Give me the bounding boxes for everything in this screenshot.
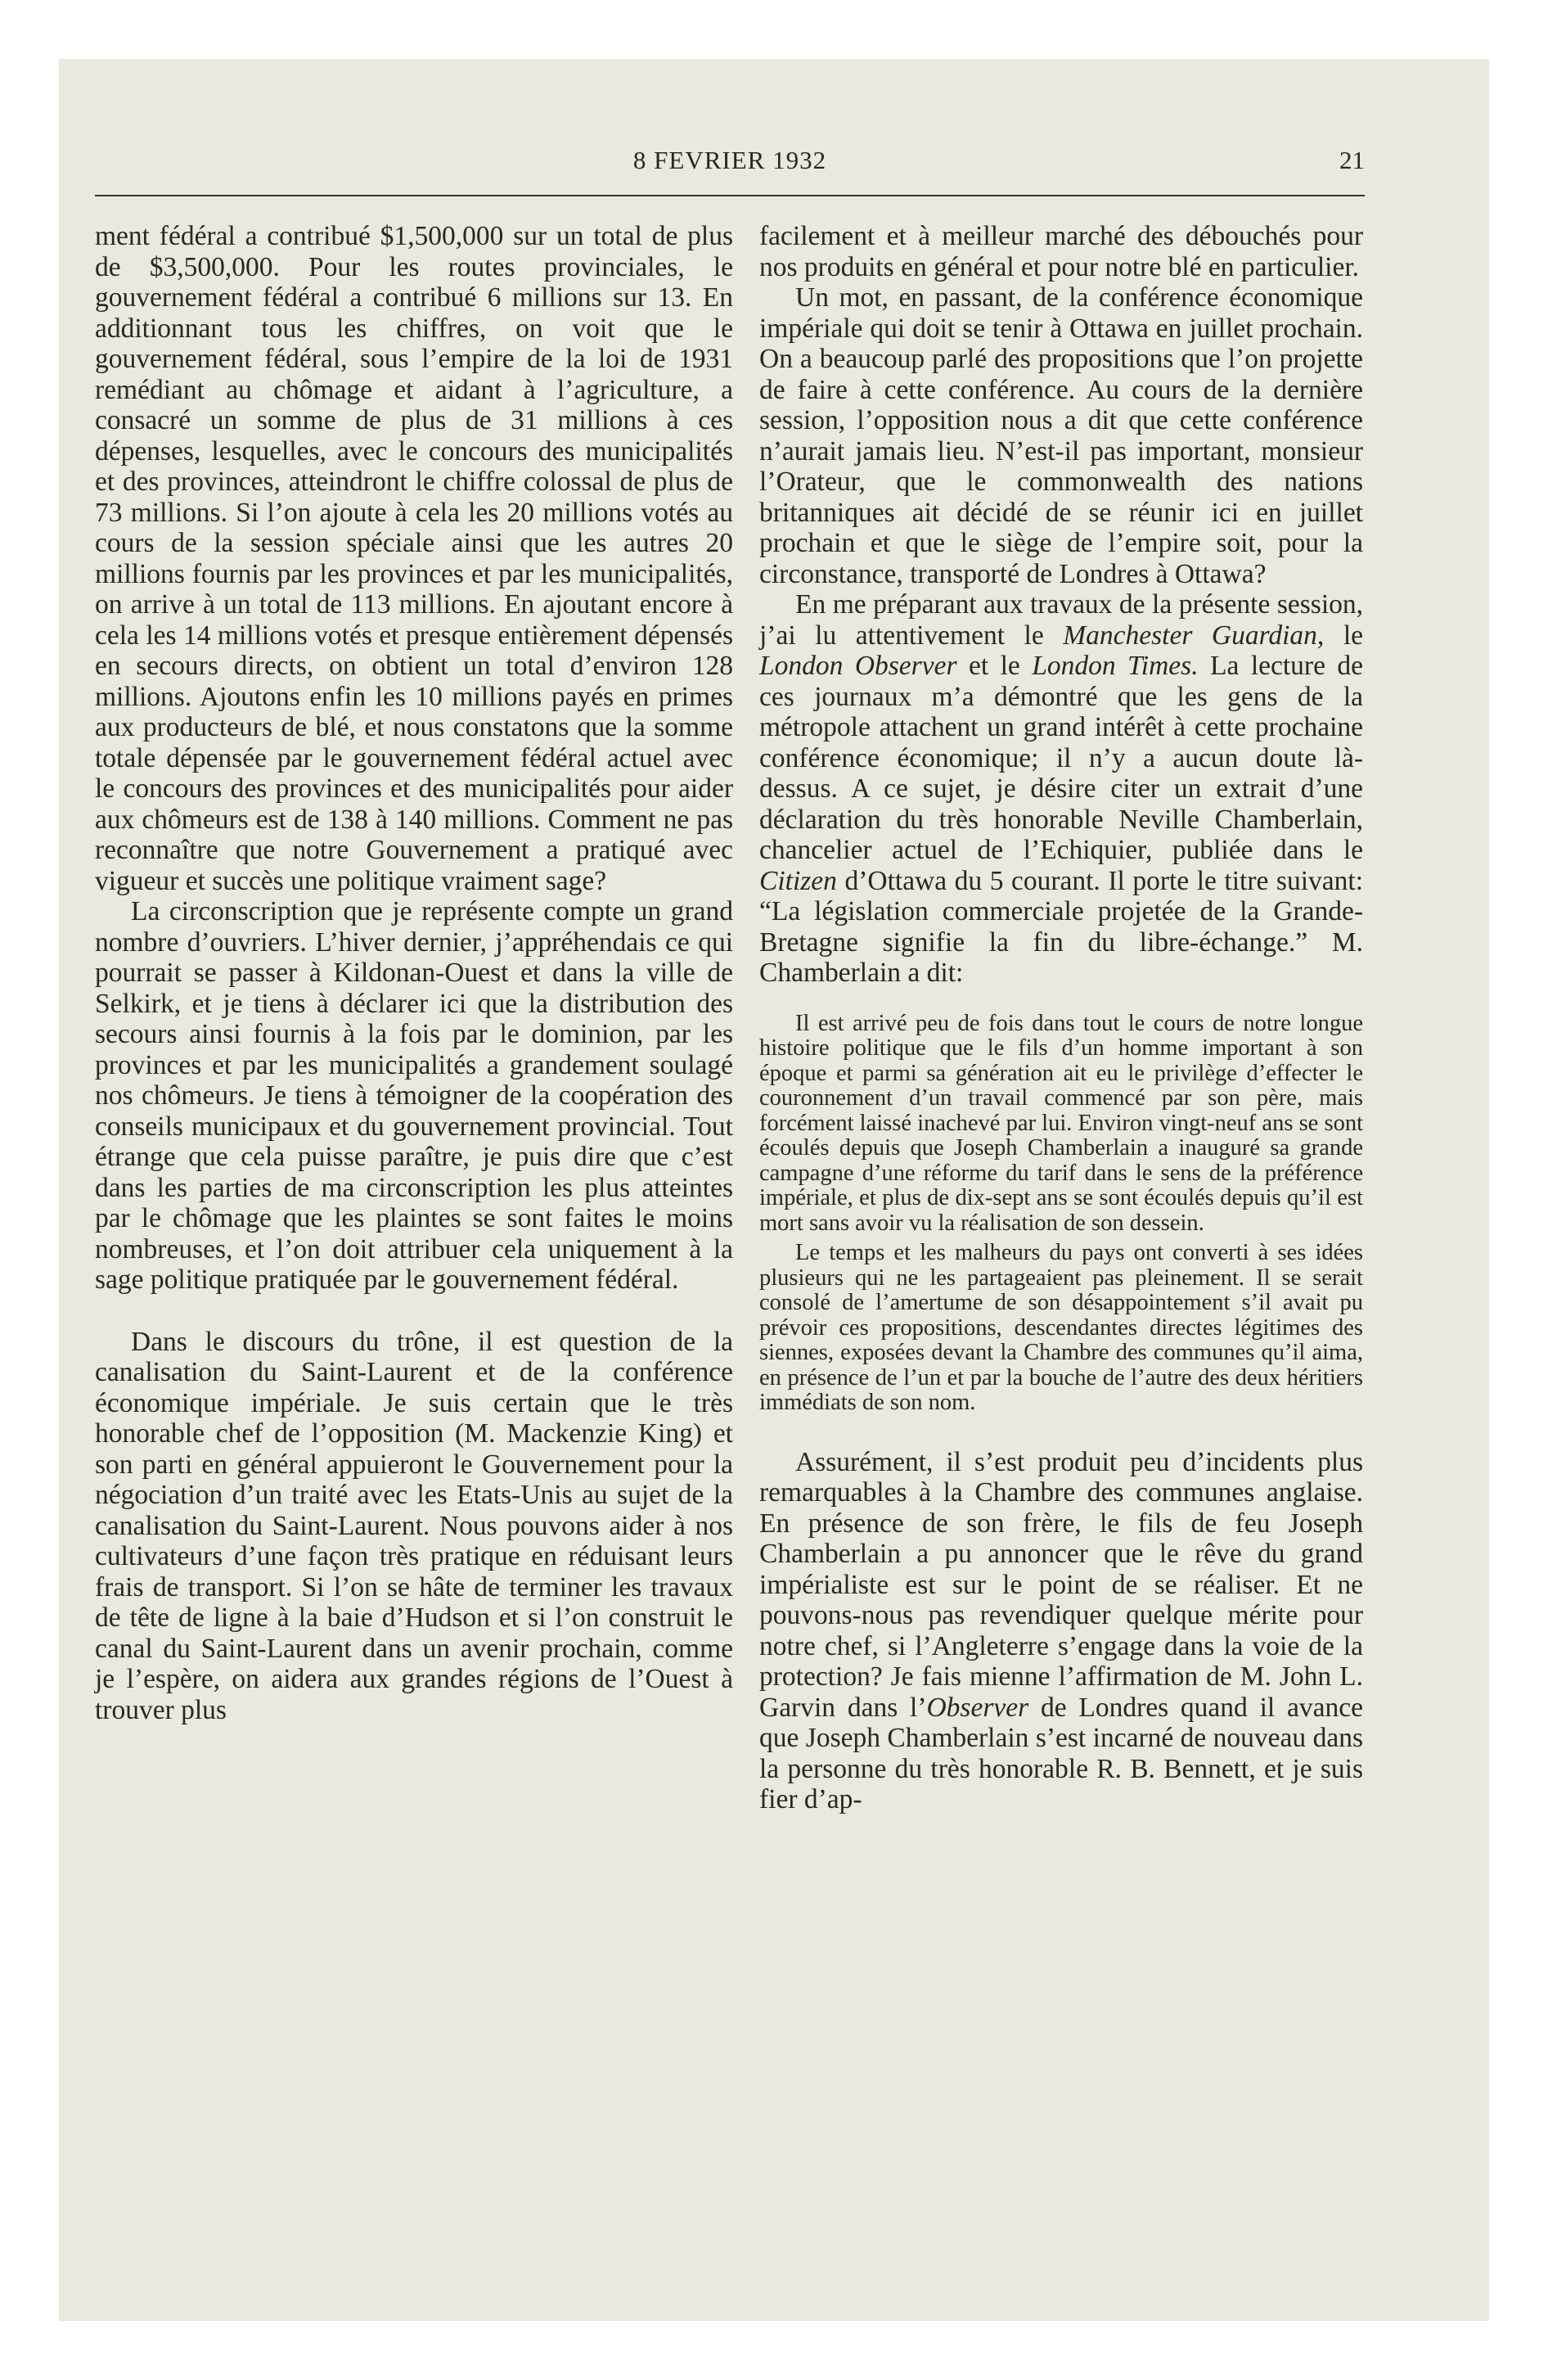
text-run: La lecture de ces journaux m’a démontré que les gens de la métropole attachent un grand intérêt à cette prochaine conférence économique; il n’y a aucun doute là-dessus. A ce sujet, je désire citer un extrait d’une déclaration du très honorable Neville Chamberlain, chancelier actuel de l’Echiquier, publiée dans le [759, 651, 1364, 865]
newspaper-title: Manchester Guardian, [1063, 620, 1325, 651]
text-run: d’Ottawa du 5 courant. Il porte le titre suivant: “La législation commerciale projetée de la Grande-Bretagne signifie la fin du libre-échange.” M. Chamberlain a dit: [759, 865, 1363, 988]
text-run: et le [956, 651, 1033, 681]
page-number: 21 [1339, 146, 1365, 174]
text-run: En me préparant aux travaux de la présente session, j’ai lu attentivement le [759, 589, 1363, 651]
paragraph: Un mot, en passant, de la conférence économique impériale qui doit se tenir à Ottawa en juillet prochain. On a beaucoup parlé des propositions que l’on projette de faire à cette conférence. Au cours de la dernière session, l’opposition nous a dit que cette conférence n’aurait jamais lieu. N’est-il pas important, monsieur l’Orateur, que le commonwealth des nations britanniques ait décidé de se réunir ici en juillet prochain et que le siège de l’empire soit, pour la circonstance, transporté de Londres à Ottawa? [759, 282, 1363, 589]
running-header [95, 146, 1365, 178]
newspaper-title: Observer [926, 1692, 1029, 1723]
quote-paragraph: Il est arrivé peu de fois dans tout le cours de notre longue histoire politique que le fils d’un homme important à son époque et parmi sa génération ait eu le privilège d’effecter le couronnement d’un travail commencé par son père, mais forcément laissé inachevé par lui. Environ vingt-neuf ans se sont écoulés depuis que Joseph Chamberlain a inauguré sa grande campagne d’une réforme du tarif dans le sens de la préférence impériale, et plus de dix-sept ans se sont écoulés depuis qu’il est mort sans avoir vu la réalisation de son dessein. [759, 1010, 1363, 1236]
text-run: le [1324, 620, 1363, 651]
newspaper-title: London Times. [1032, 651, 1199, 681]
text-run: Assurément, il s’est produit peu d’incidents plus remarquables à la Chambre des communes anglaise. En présence de son frère, le fils de feu Joseph Chamberlain a pu annoncer que le rêve du grand impérialiste est sur le point de se réaliser. Et ne pouvons-nous pas revendiquer quelque mérite pour notre chef, si l’Angleterre s’engage dans la voie de la protection? Je fais mienne l’affirmation de M. John L. Garvin dans l’ [759, 1446, 1363, 1723]
header-date: 8 FEVRIER 1932 [632, 146, 827, 174]
paragraph: Dans le discours du trône, il est question de la canalisation du Saint-Laurent et de la conférence économique impériale. Je suis certain que le très honorable chef de l’opposition (M. Mackenzie King) et son parti en général appuieront le Gouvernement pour la négociation d’un traité avec les Etats-Unis au sujet de la canalisation du Saint-Laurent. Nous pouvons aider à nos cultivateurs d’une façon très pratique en réduisant leurs frais de transport. Si l’on se hâte de terminer les travaux de tête de ligne à la baie d’Hudson et si l’on construit le canal du Saint-Laurent dans un avenir prochain, comme je l’espère, on aidera aux grandes régions de l’Ouest à trouver plus [95, 1326, 733, 1725]
block-quote [759, 1012, 1363, 1416]
header-rule [95, 195, 1365, 196]
left-column [95, 221, 733, 1725]
right-column [759, 221, 1363, 1815]
newspaper-title: London Observer [759, 651, 957, 681]
paragraph [759, 1447, 1363, 1815]
paragraph: ment fédéral a contribué $1,500,000 sur un total de plus de $3,500,000. Pour les routes provinciales, le gouvernement fédéral a contribué 6 millions sur 13. En additionnant tous les chiffres, on voit que le gouvernement fédéral, sous l’empire de la loi de 1931 remédiant au chômage et aidant à l’agriculture, a consacré un somme de plus de 31 millions à ces dépenses, lesquelles, avec le concours des municipalités et des provinces, atteindront le chiffre colossal de plus de 73 millions. Si l’on ajoute à cela les 20 millions votés au cours de la session spéciale ainsi que les autres 20 millions fournis par les provinces et par les municipalités, on arrive à un total de 113 millions. En ajoutant encore à cela les 14 millions votés et presque entièrement dépensés en secours directs, on obtient un total d’environ 128 millions. Ajoutons enfin les 10 millions payés en primes aux producteurs de blé, et nous constatons que la somme totale dépensée par le gouvernement fédéral actuel avec le concours des provinces et des municipalités pour aider aux chômeurs est de 138 à 140 millions. Comment ne pas reconnaître que notre Gouvernement a pratiqué avec vigueur et succès une politique vraiment sage? [95, 221, 733, 896]
paragraph [759, 589, 1363, 989]
text-run: de Londres quand il avance que Joseph Chamberlain s’est incarné de nouveau dans la personne du très honorable R. B. Bennett, et je suis fier d’ap- [759, 1692, 1363, 1814]
quote-paragraph: Le temps et les malheurs du pays ont converti à ses idées plusieurs qui ne les partageaient pas pleinement. Il se serait consolé de l’amertume de son désappointement s’il avait pu prévoir ces propositions, descendantes directes légitimes des siennes, exposées devant la Chambre des communes qu’il aima, en présence de l’un et par la bouche de l’autre des deux héritiers immédiats de son nom. [759, 1240, 1363, 1415]
paragraph: facilement et à meilleur marché des débouchés pour nos produits en général et pour notre blé en particulier. [759, 221, 1363, 282]
paragraph: La circonscription que je représente compte un grand nombre d’ouvriers. L’hiver dernier, j’appréhendais ce qui pourrait se passer à Kildonan-Ouest et dans la ville de Selkirk, et je tiens à déclarer ici que la distribution des secours ainsi fournis à la fois par le dominion, par les provinces et par les municipalités a grandement soulagé nos chômeurs. Je tiens à témoigner de la coopération des conseils municipaux et du gouvernement provincial. Tout étrange que cela puisse paraître, je puis dire que c’est dans les parties de ma circonscription les plus atteintes par le chômage que les plaintes se sont faites le moins nombreuses, et l’on doit attribuer cela uniquement à la sage politique pratiquée par le gouvernement fédéral. [95, 896, 733, 1295]
newspaper-title: Citizen [759, 865, 837, 896]
